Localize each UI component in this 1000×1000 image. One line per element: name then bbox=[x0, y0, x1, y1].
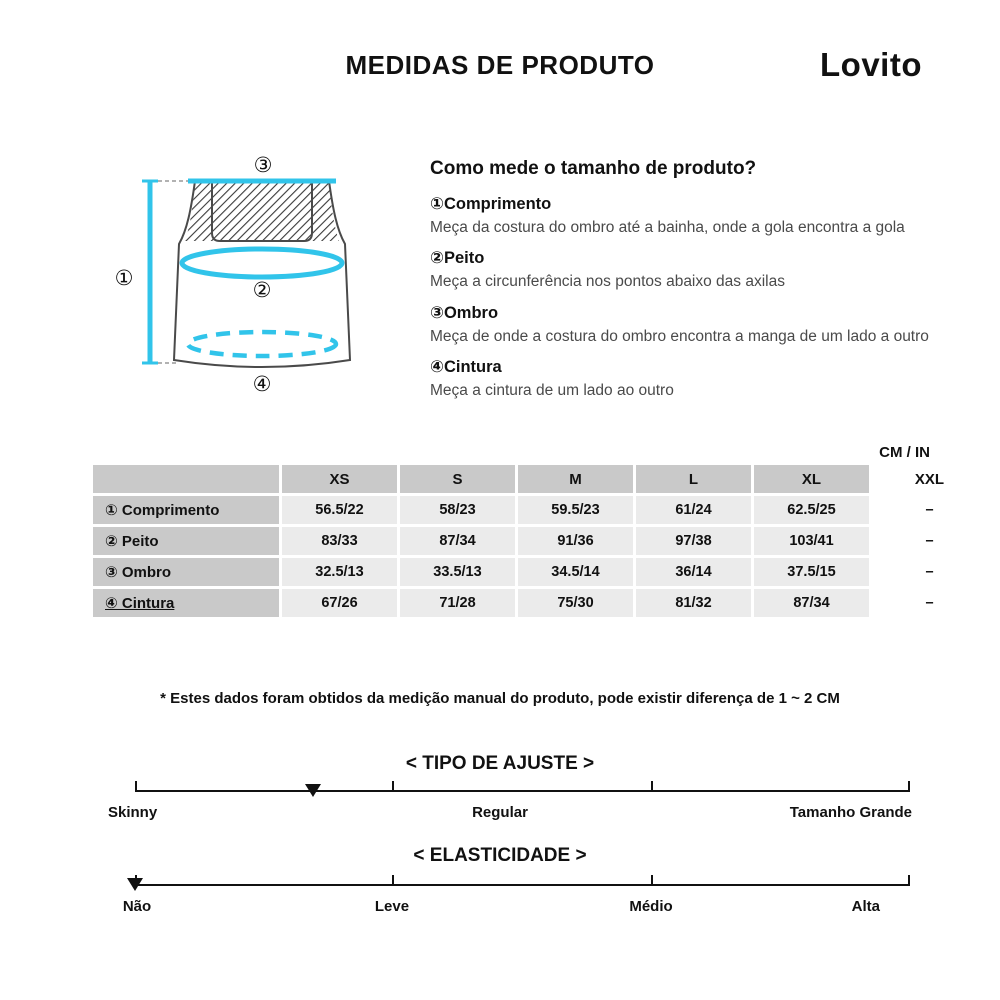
cell-chest-xl: 103/41 bbox=[754, 527, 869, 555]
guide-item-chest-desc: Meça a circunferência nos pontos abaixo das axilas bbox=[430, 273, 785, 291]
col-header-xs: XS bbox=[282, 465, 397, 493]
cell-waist-l: 81/32 bbox=[636, 589, 751, 617]
cell-length-l: 61/24 bbox=[636, 496, 751, 524]
cell-length-xxl: – bbox=[872, 496, 987, 524]
table-row-waist bbox=[93, 589, 987, 617]
guide-item-waist-desc: Meça a cintura de um lado ao outro bbox=[430, 382, 674, 400]
measurement-disclaimer: * Estes dados foram obtidos da medição manual do produto, pode existir diferença de 1 ~ 2 CM bbox=[160, 690, 840, 707]
page-title: MEDIDAS DE PRODUTO bbox=[345, 50, 655, 80]
table-header-row bbox=[93, 465, 987, 493]
row-label-length: ① Comprimento bbox=[93, 496, 279, 524]
elasticity-label-high: Alta bbox=[851, 898, 880, 915]
garment-yoke-hatch bbox=[185, 181, 339, 241]
cell-shoulder-l: 36/14 bbox=[636, 558, 751, 586]
cell-waist-s: 71/28 bbox=[400, 589, 515, 617]
marker-1: ① bbox=[114, 266, 134, 290]
col-header-s: S bbox=[400, 465, 515, 493]
row-label-shoulder: ③ Ombro bbox=[93, 558, 279, 586]
cell-length-xs: 56.5/22 bbox=[282, 496, 397, 524]
cell-chest-l: 97/38 bbox=[636, 527, 751, 555]
cell-shoulder-m: 34.5/14 bbox=[518, 558, 633, 586]
fit-tick-1 bbox=[392, 781, 394, 792]
table-row-chest bbox=[93, 527, 987, 555]
fit-tick-0 bbox=[135, 781, 137, 792]
elasticity-label-none: Não bbox=[122, 898, 152, 915]
row-label-chest: ② Peito bbox=[93, 527, 279, 555]
fit-scale-title: < TIPO DE AJUSTE > bbox=[405, 753, 595, 774]
cell-length-s: 58/23 bbox=[400, 496, 515, 524]
cell-waist-xl: 87/34 bbox=[754, 589, 869, 617]
chest-measure-ellipse bbox=[182, 249, 342, 277]
fit-label-regular: Regular bbox=[472, 804, 528, 821]
cell-chest-xxl: – bbox=[872, 527, 987, 555]
fit-label-skinny: Skinny bbox=[108, 804, 158, 821]
fit-scale bbox=[0, 778, 1000, 833]
table-corner-cell bbox=[93, 465, 279, 493]
guide-item-waist-label: ④Cintura bbox=[430, 358, 502, 377]
cell-waist-xxl: – bbox=[872, 589, 987, 617]
elasticity-tick-1 bbox=[392, 875, 394, 886]
elasticity-label-light: Leve bbox=[374, 898, 410, 915]
col-header-xxl: XXL bbox=[872, 465, 987, 493]
measure-guide bbox=[430, 158, 935, 403]
cell-length-m: 59.5/23 bbox=[518, 496, 633, 524]
elasticity-scale-title: < ELASTICIDADE > bbox=[413, 845, 587, 866]
guide-item-shoulder-desc: Meça de onde a costura do ombro encontra a manga de um lado a outro bbox=[430, 327, 929, 345]
fit-label-plus: Tamanho Grande bbox=[789, 804, 912, 821]
fit-marker-icon bbox=[305, 784, 321, 797]
marker-4: ④ bbox=[252, 372, 272, 396]
col-header-l: L bbox=[636, 465, 751, 493]
cell-shoulder-xl: 37.5/15 bbox=[754, 558, 869, 586]
cell-waist-m: 75/30 bbox=[518, 589, 633, 617]
fit-tick-2 bbox=[651, 781, 653, 792]
col-header-xl: XL bbox=[754, 465, 869, 493]
measure-guide-heading: Como mede o tamanho de produto? bbox=[430, 158, 757, 179]
marker-2: ② bbox=[252, 278, 272, 302]
elasticity-tick-3 bbox=[908, 875, 910, 886]
cell-chest-s: 87/34 bbox=[400, 527, 515, 555]
table-row-length bbox=[93, 496, 987, 524]
table-row-shoulder bbox=[93, 558, 987, 586]
cell-shoulder-s: 33.5/13 bbox=[400, 558, 515, 586]
elasticity-scale-line bbox=[135, 884, 910, 886]
guide-item-chest-label: ②Peito bbox=[430, 249, 485, 268]
cell-shoulder-xxl: – bbox=[872, 558, 987, 586]
unit-label: CM / IN bbox=[879, 444, 930, 461]
brand-logo: Lovito bbox=[820, 46, 922, 83]
cell-chest-m: 91/36 bbox=[518, 527, 633, 555]
garment-diagram bbox=[100, 148, 400, 423]
elasticity-tick-2 bbox=[651, 875, 653, 886]
guide-item-shoulder-label: ③Ombro bbox=[430, 303, 499, 322]
guide-item-length-desc: Meça da costura do ombro até a bainha, onde a gola encontra a gola bbox=[430, 219, 905, 236]
size-table bbox=[90, 462, 990, 620]
row-label-waist: ④ Cintura bbox=[93, 589, 279, 617]
elasticity-scale bbox=[0, 872, 1000, 927]
fit-tick-3 bbox=[908, 781, 910, 792]
elasticity-marker-icon bbox=[127, 878, 143, 891]
cell-length-xl: 62.5/25 bbox=[754, 496, 869, 524]
guide-item-length-label: ①Comprimento bbox=[430, 195, 552, 213]
elasticity-label-medium: Médio bbox=[629, 898, 673, 915]
col-header-m: M bbox=[518, 465, 633, 493]
waist-measure-ellipse bbox=[188, 332, 336, 356]
marker-3: ③ bbox=[253, 153, 273, 177]
fit-scale-line bbox=[135, 790, 910, 792]
cell-chest-xs: 83/33 bbox=[282, 527, 397, 555]
cell-waist-xs: 67/26 bbox=[282, 589, 397, 617]
cell-shoulder-xs: 32.5/13 bbox=[282, 558, 397, 586]
